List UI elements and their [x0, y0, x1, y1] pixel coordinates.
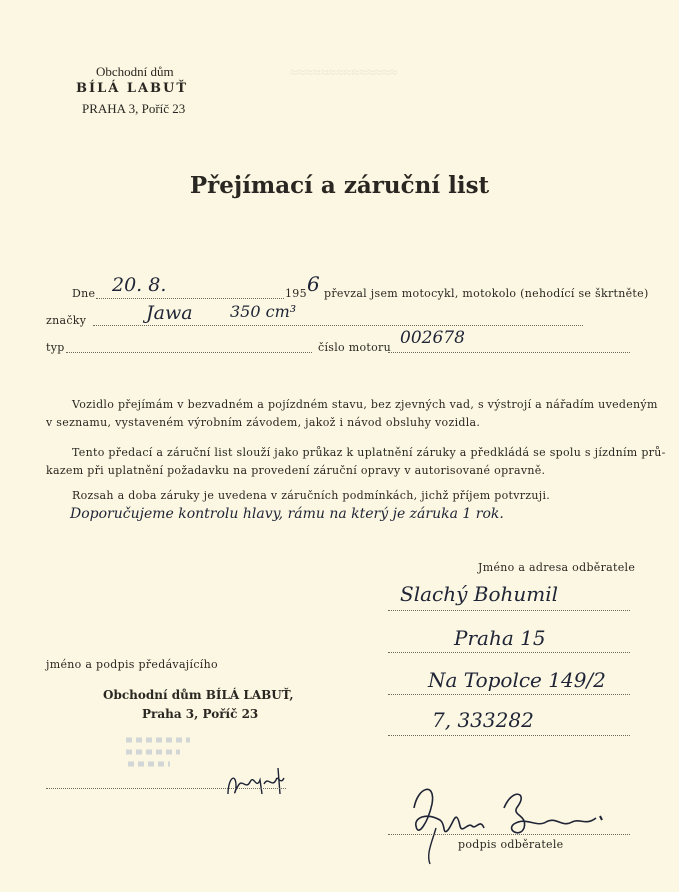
- seller-signature: [222, 764, 292, 800]
- year-prefix: 195: [285, 287, 307, 300]
- customer-line-2: [388, 652, 630, 653]
- customer-line-1: [388, 610, 630, 611]
- seller-signature-line: [46, 788, 286, 789]
- issuer-line2: BÍLÁ LABUŤ: [76, 81, 189, 96]
- engine-line: [388, 352, 630, 353]
- customer-street-handwritten: Na Topolce 149/2: [428, 668, 606, 692]
- type-line: [66, 352, 312, 353]
- handwritten-note: Doporučujeme kontrolu hlavy, rámu na který je záruka 1 rok.: [70, 506, 504, 522]
- seller-address: Praha 3, Poříč 23: [142, 707, 259, 721]
- paragraph-2a: Tento předací a záruční list slouží jako průkaz k uplatnění záruky a předkládá se spolu s jízdním prů-: [72, 446, 666, 459]
- label-engine: číslo motoru: [318, 341, 391, 354]
- received-text: převzal jsem motocykl, motokolo (nehodící se škrtněte): [324, 287, 649, 300]
- customer-line-3: [388, 694, 630, 695]
- ghost-print: ≈≈≈≈≈≈≈≈≈≈≈≈≈≈: [290, 66, 398, 81]
- brand-handwritten: Jawa: [146, 302, 193, 324]
- paragraph-1b: v seznamu, vystaveném výrobním závodem, jakož i návod obsluhy vozidla.: [46, 416, 481, 429]
- faint-stamp: [120, 730, 200, 780]
- signature-line: [388, 834, 630, 835]
- issuer-line3: PRAHA 3, Poříč 23: [82, 101, 186, 116]
- date-handwritten: 20. 8.: [112, 274, 167, 296]
- customer-line-4: [388, 735, 630, 736]
- label-znacky: značky: [46, 314, 87, 327]
- customer-phone-handwritten: 7, 333282: [432, 708, 534, 732]
- year-digit-handwritten: 6: [307, 272, 320, 296]
- customer-label: Jméno a adresa odběratele: [478, 561, 636, 574]
- cc-handwritten: 350 cm³: [230, 302, 297, 321]
- engine-handwritten: 002678: [400, 328, 465, 348]
- paragraph-1a: Vozidlo přejímám v bezvadném a pojízdném stavu, bez zjevných vad, s výstrojí a nářadím uvedeným: [72, 398, 658, 411]
- issuer-line1: Obchodní dům: [96, 64, 174, 79]
- customer-signature: [396, 768, 616, 868]
- label-dne: Dne: [72, 287, 96, 300]
- customer-signature-label: podpis odběratele: [458, 838, 564, 851]
- page-title: Přejímací a záruční list: [189, 172, 490, 199]
- seller-label: jméno a podpis předávajícího: [46, 658, 218, 671]
- label-typ: typ: [46, 341, 65, 354]
- customer-name-handwritten: Slachý Bohumil: [400, 582, 559, 606]
- seller-name: Obchodní dům BÍLÁ LABUŤ,: [103, 688, 294, 702]
- brand-line: [93, 325, 583, 326]
- date-line: [96, 298, 284, 299]
- customer-city-handwritten: Praha 15: [454, 626, 546, 650]
- paragraph-2b: kazem při uplatnění požadavku na provedení záruční opravy v autorisované opravně.: [46, 464, 546, 477]
- paragraph-3: Rozsah a doba záruky je uvedena v záručních podmínkách, jichž příjem potvrzuji.: [72, 489, 551, 502]
